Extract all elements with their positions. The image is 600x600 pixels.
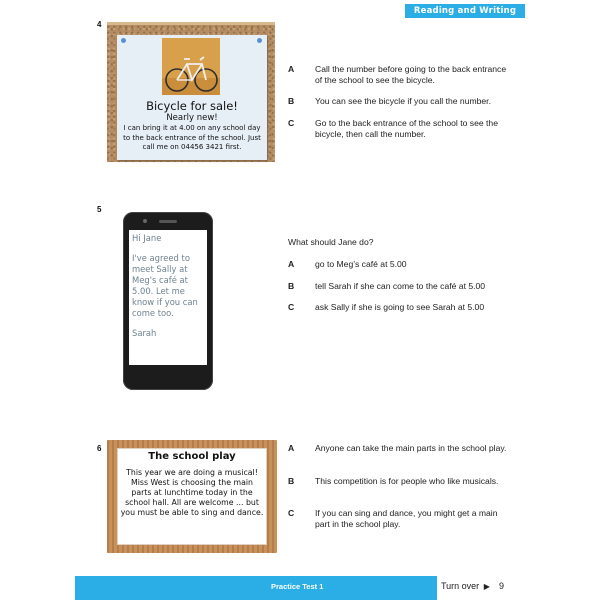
- option-letter: B: [288, 96, 295, 106]
- option-text: ask Sally if she is going to see Sarah at 5.00: [315, 302, 485, 312]
- option-text: go to Meg’s café at 5.00: [315, 259, 407, 269]
- option-text: You can see the bicycle if you call the number.: [315, 96, 491, 106]
- speaker-icon: [159, 220, 177, 223]
- section-header: Reading and Writing: [405, 4, 525, 18]
- notice-subtitle: Nearly new!: [166, 113, 218, 123]
- bicycle-photo: [162, 38, 220, 95]
- footer-label: Practice Test 1: [271, 582, 324, 591]
- pin-icon: [121, 38, 126, 43]
- option-c[interactable]: [288, 302, 508, 316]
- option-c[interactable]: [288, 508, 508, 532]
- option-a[interactable]: [288, 259, 508, 273]
- phone-message: [123, 212, 213, 390]
- option-text: tell Sarah if she can come to the café at 5.00: [315, 281, 486, 291]
- option-b[interactable]: [288, 476, 508, 500]
- option-letter: B: [288, 281, 295, 291]
- notice-title: Bicycle for sale!: [146, 99, 238, 113]
- question-number: 4: [97, 20, 102, 29]
- question-text: What should Jane do?: [288, 237, 374, 247]
- play-arrow-icon: ▶: [483, 582, 490, 591]
- corkboard-notice: [107, 22, 275, 162]
- notice-board: [107, 440, 277, 553]
- option-b[interactable]: [288, 281, 508, 295]
- option-letter: A: [288, 259, 295, 269]
- message-greeting: Hi Jane: [132, 233, 162, 243]
- option-a[interactable]: [288, 443, 508, 467]
- option-text: If you can sing and dance, you might get a main part in the school play.: [315, 508, 498, 529]
- option-text: Go to the back entrance of the school to see the bicycle, then call the number.: [315, 118, 498, 139]
- option-text: Anyone can take the main parts in the school play.: [315, 443, 507, 453]
- option-letter: A: [288, 443, 295, 453]
- option-letter: C: [288, 508, 295, 518]
- turn-over-label: Turn over: [441, 581, 480, 591]
- board-body: This year we are doing a musical! Miss West is choosing the main parts at lunchtime today in the school hall. All are welcome ... but you must be able to sing and dance.: [120, 468, 264, 517]
- turn-over-link[interactable]: [441, 581, 490, 591]
- question-number: 6: [97, 444, 102, 453]
- option-letter: B: [288, 476, 295, 486]
- page-footer: [75, 576, 525, 600]
- option-text: Call the number before going to the back entrance of the school to see the bicycle.: [315, 64, 507, 85]
- option-letter: A: [288, 64, 295, 74]
- option-c[interactable]: [288, 118, 508, 142]
- phone-screen: [129, 230, 207, 365]
- sale-notice: [117, 35, 267, 160]
- footer-nav: [437, 576, 525, 600]
- pin-icon: [257, 38, 262, 43]
- message-body: I've agreed to meet Sally at Meg's café at 5.00. Let me know if you can come too.: [132, 253, 198, 318]
- board-title: The school play: [148, 451, 236, 462]
- option-letter: C: [288, 302, 295, 312]
- option-b[interactable]: [288, 96, 508, 110]
- question-number: 5: [97, 205, 102, 214]
- message-signature: Sarah: [132, 328, 157, 338]
- camera-icon: [143, 219, 147, 223]
- page-number: 9: [499, 581, 505, 591]
- bicycle-icon: [162, 38, 220, 95]
- option-a[interactable]: [288, 64, 508, 88]
- board-notice: [117, 448, 267, 545]
- notice-body: I can bring it at 4.00 on any school day to the back entrance of the school. Just call me on 04456 3421 first.: [123, 124, 261, 151]
- option-letter: C: [288, 118, 295, 128]
- option-text: This competition is for people who like musicals.: [315, 476, 499, 486]
